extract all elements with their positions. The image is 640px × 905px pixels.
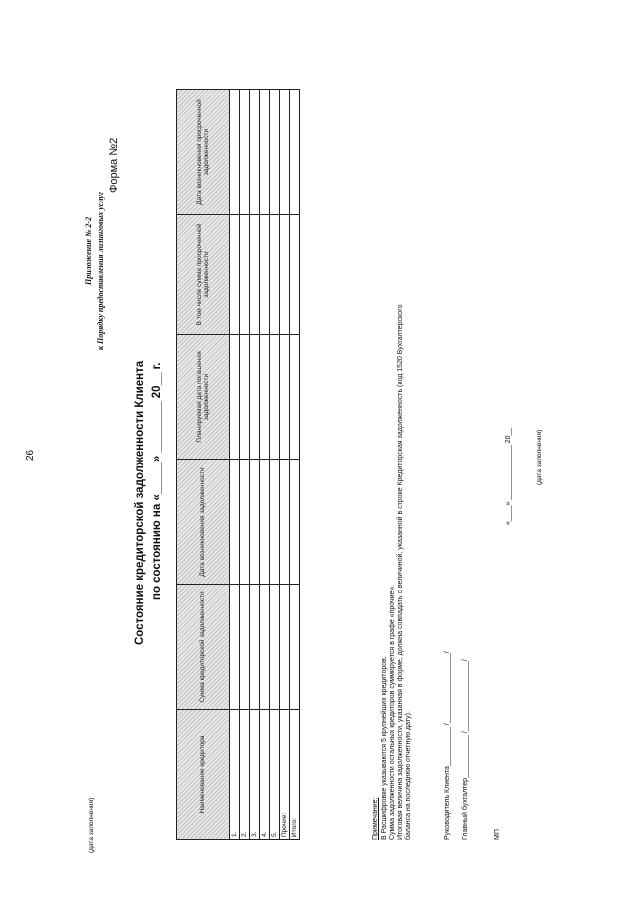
form-number: Форма №2 <box>108 137 120 193</box>
note-line: Сумма задолженности остальных кредиторов суммируется в графе «прочие». <box>389 584 396 840</box>
row-label: 4. <box>260 710 270 840</box>
table-row <box>230 90 240 840</box>
row-label: 5. <box>270 710 280 840</box>
col-header-overdue-amount: В том числе сумма просроченной задолженности <box>177 215 230 335</box>
row-label: Итого: <box>290 710 300 840</box>
fill-date-caption-top: (дата заполнения) <box>88 797 95 853</box>
note-title: Примечание: <box>372 797 379 840</box>
col-header-overdue-origin-date: Дата возникновения просроченной задолженности <box>177 90 230 215</box>
note-line: баланса на последнюю отчетную дату). <box>405 711 412 840</box>
row-label: 1. <box>230 710 240 840</box>
row-label: 3. <box>250 710 260 840</box>
table-row <box>270 90 280 840</box>
appendix-number: Приложение № 2-2 <box>84 216 93 285</box>
table-header-row <box>177 90 230 840</box>
note-line: Итоговая величина задолженности, указанная в форме, должна совпадать с величиной, указанной в строке Кредиторская задолженность (код 1520 Бухгалтерского <box>397 304 404 840</box>
fill-date-caption: (дата заполнения) <box>536 429 543 485</box>
document-title: Состояние кредиторской задолженности Клиента <box>134 360 146 645</box>
client-head-signature-line: Руководитель Клиента__________ /__________________/ <box>444 651 451 840</box>
table-row-total <box>290 90 300 840</box>
page-number: 26 <box>25 449 36 461</box>
note-line: В Расшифровке указываются 5 крупнейших кредиторов. <box>381 656 388 840</box>
col-header-debt-amount: Сумма кредиторской задолженности <box>177 585 230 710</box>
col-header-debt-origin-date: Дата возникновения задолженности <box>177 460 230 585</box>
table-row <box>240 90 250 840</box>
chief-accountant-signature-line: Главный бухгалтер___________ /__________________/ <box>462 659 469 840</box>
col-header-creditor-name: Наименование кредитора <box>177 710 230 840</box>
row-label: 2. <box>240 710 250 840</box>
table-row <box>250 90 260 840</box>
appendix-reference: к Порядку предоставления лизинговых услуг <box>96 192 105 350</box>
fill-date-line: «____» ______________ 20__ <box>505 427 512 525</box>
document-subtitle: по состоянию на «_____» ________ 20__ г. <box>151 362 163 600</box>
row-label: Прочие: <box>280 710 290 840</box>
creditor-debt-table <box>176 89 300 840</box>
table-row <box>260 90 270 840</box>
table-row-other <box>280 90 290 840</box>
stamp-place-label: МП <box>494 829 501 840</box>
col-header-planned-repayment-date: Планируемая дата погашения задолженности <box>177 335 230 460</box>
